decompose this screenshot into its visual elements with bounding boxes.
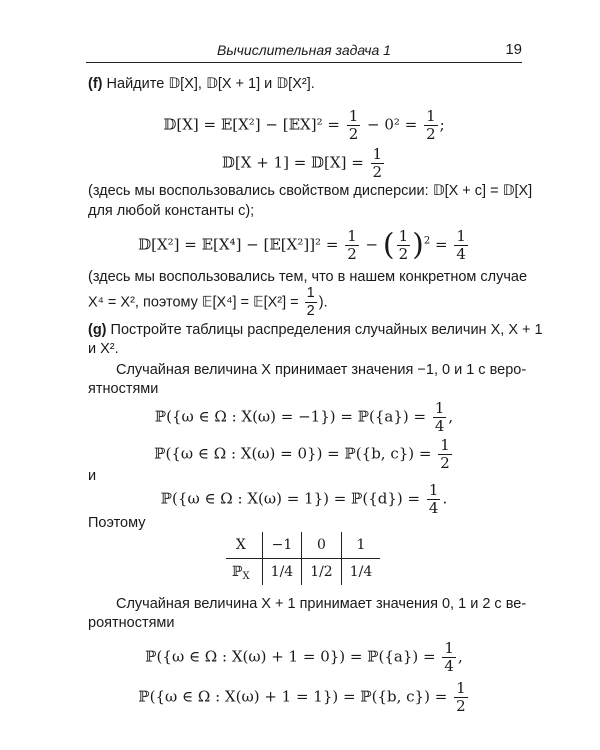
equation-variance-x: 𝔻[X] = 𝔼[X²] − [𝔼X]² = $\frac{1}{2}$ − 0² = $\frac{1}{2}$ ; [163,107,445,143]
paragraph-x-values-1: Случайная величина X принимает значения −1, 0 и 1 с веро- [116,362,527,378]
task-g-line-1: (g) Постройте таблицы распределения случайных величин X, X + 1 [88,322,543,338]
distribution-table-x [226,532,380,585]
note-1-line-1: (здесь мы воспользовались свойством дисперсии: 𝔻[X + c] = 𝔻[X] [88,183,533,199]
equation-variance-x-plus-1: 𝔻[X + 1] = 𝔻[X] = $\frac{1}{2}$ [221,145,383,181]
note-2-line-1: (здесь мы воспользовались тем, что в нашем конкретном случае [88,269,528,285]
probability-x-0: ℙ({ω ∈ Ω : X(ω) = 0}) = ℙ({b, c}) = $\frac{1}{2}$ [154,436,450,472]
task-g-label: (g) [88,322,107,338]
therefore-label: Поэтому [88,515,146,531]
paragraph-x-plus-1-values-1: Случайная величина X + 1 принимает значения 0, 1 и 2 с ве- [116,596,527,612]
equation-variance-x-squared: 𝔻[X²] = 𝔼[X⁴] − [𝔼[X²]]² = $\frac{1}{2}$ − ( $\frac{1}{2}$ )$^2$ = $\frac{1}{4}$ [138,227,466,263]
task-f-text: Найдите 𝔻[X], 𝔻[X + 1] и 𝔻[X²]. [106,76,315,92]
note-1-line-2: для любой константы c); [88,203,255,219]
task-f [88,76,520,92]
probability-x-1: ℙ({ω ∈ Ω : X(ω) = 1}) = ℙ({d}) = $\frac{1}{4}$ . [160,481,448,517]
probability-x-plus-1-eq-1: ℙ({ω ∈ Ω : X(ω) + 1 = 1}) = ℙ({b, c}) = $\frac{1}{2}$ [138,679,466,715]
paragraph-x-values-2: ятностями [88,381,159,397]
probability-x-minus-1: ℙ({ω ∈ Ω : X(ω) = −1}) = ℙ({a}) = $\frac{1}{4}$ , [154,399,454,435]
task-g-line-2: и X². [88,341,119,357]
header-title: Вычислительная задача 1 [217,42,391,58]
task-f-label: (f) [88,76,103,92]
running-header [86,40,522,63]
table-row: ℙ$_X$ 1/4 1/2 1/4 [226,559,380,586]
conjunction-and: и [88,468,97,484]
probability-x-plus-1-eq-0: ℙ({ω ∈ Ω : X(ω) + 1 = 0}) = ℙ({a}) = $\frac{1}{4}$ , [145,639,463,675]
note-2-line-2: X⁴ = X², поэтому 𝔼[X⁴] = 𝔼[X²] = $\frac{1}{2}$ ). [88,285,328,319]
table-row: X −1 0 1 [226,532,380,559]
paragraph-x-plus-1-values-2: роятностями [88,615,175,631]
page-number: 19 [505,41,522,58]
